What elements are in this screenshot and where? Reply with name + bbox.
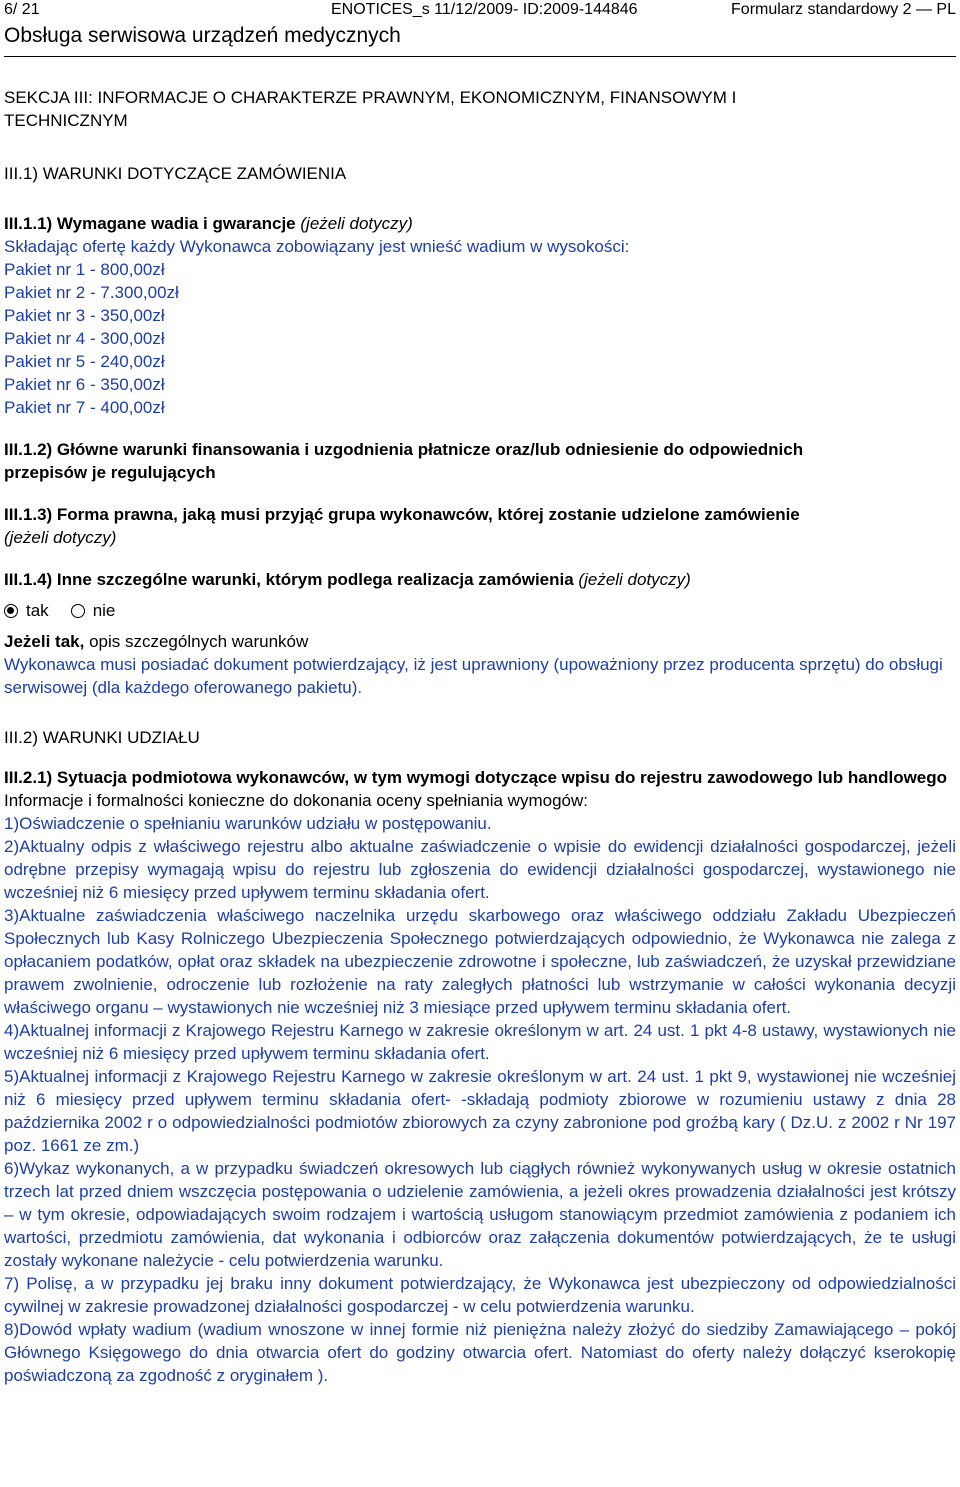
list-item: 1)Oświadczenie o spełnianiu warunków udziału w postępowaniu.	[4, 814, 492, 833]
heading-3-1-3: III.1.3) Forma prawna, jaką musi przyjąć grupa wykonawców, której zostanie udzielone zamówienie	[4, 505, 800, 524]
radio-selected-icon[interactable]	[4, 604, 18, 618]
list-item: Pakiet nr 6 - 350,00zł	[4, 375, 165, 394]
section-title: SEKCJA III: INFORMACJE O CHARAKTERZE PRAWNYM, EKONOMICZNYM, FINANSOWYM I TECHNICZNYM	[4, 88, 737, 130]
subsection-3-1-2	[4, 438, 956, 484]
notice-id: ENOTICES_s 11/12/2009- ID:2009-144846	[331, 1, 638, 18]
heading-3-1-1: III.1.1) Wymagane wadia i gwarancje (jeżeli dotyczy)	[4, 214, 413, 233]
heading-3-1-4: III.1.4) Inne szczególne warunki, którym podlega realizacja zamówienia (jeżeli dotyczy)	[4, 570, 691, 589]
subsection-3-1-1	[4, 212, 956, 419]
list-item: Pakiet nr 1 - 800,00zł	[4, 260, 165, 279]
requirements-intro: Informacje i formalności konieczne do dokonania oceny spełniania wymogów:	[4, 791, 588, 810]
page-header-row	[4, 0, 956, 22]
page-number: 6/ 21	[4, 1, 40, 18]
subsection-3-2-title: III.2) WARUNKI UDZIAŁU	[4, 728, 200, 747]
heading-3-2-1: III.2.1) Sytuacja podmiotowa wykonawców, w tym wymogi dotyczące wpisu do rejestru zawodowego lub handlowego	[4, 768, 948, 787]
list-item: Pakiet nr 4 - 300,00zł	[4, 329, 165, 348]
list-item: 6)Wykaz wykonanych, a w przypadku świadczeń okresowych lub ciągłych również wykonywanych usług w okresie ostatnich trzech lat przed dniem wszczęcia postępowania o udzielenie zamówienia, a jeżeli okres prowadzenia działalności jest krótszy – w tym okresie, odpowiadających swoim rodzajem i wartością usługom stanowiącym przedmiot zamówienia z podaniem ich wartości, przedmiotu zamówienia, dat wykonania i odbiorców oraz załączenia dokumentów potwierdzających, że te usługi zostały wykonane należycie - celu potwierdzenia warunku.	[4, 1159, 956, 1270]
radio-unselected-icon[interactable]	[71, 604, 85, 618]
heading-3-1-2-cont: przepisów je regulujących	[4, 463, 216, 482]
list-item: 8)Dowód wpłaty wadium (wadium wnoszone w innej formie niż pieniężna należy złożyć do siedziby Zamawiającego – pokój Głównego Księgowego do dnia otwarcia ofert do godziny otwarcia ofert. Natomiast do oferty należy dołączyć kserokopię poświadczoną za zgodność z oryginałem ).	[4, 1320, 956, 1385]
list-item: 2)Aktualny odpis z właściwego rejestru albo aktualne zaświadczenie o wpisie do ewidencji działalności gospodarczej, jeżeli odrębne przepisy wymagają wpisu do rejestru lub zgłoszenia do ewidencji działalności gospodarczej, wystawionego nie wcześniej niż 6 miesięcy przed upływem terminu składania ofert.	[4, 837, 956, 902]
subsection-3-1-title: III.1) WARUNKI DOTYCZĄCE ZAMÓWIENIA	[4, 164, 347, 183]
form-name: Formularz standardowy 2 — PL	[731, 1, 956, 18]
list-item: Pakiet nr 5 - 240,00zł	[4, 352, 165, 371]
list-item: 5)Aktualnej informacji z Krajowego Rejestru Karnego w zakresie określonym w art. 24 ust. 1 pkt 9, wystawionej nie wcześniej niż 6 miesięcy przed upływem terminu składania ofert- -składają podmioty zbiorowe w rozumieniu ustawy z dnia 28 października 2002 r o odpowiedzialności podmiotów zbiorowych za czyny zabronione pod groźbą kary ( Dz.U. z 2002 r Nr 197 poz. 1661 ze zm.)	[4, 1067, 956, 1155]
heading-3-1-3-note: (jeżeli dotyczy)	[4, 528, 117, 547]
radio-option-no[interactable]	[71, 599, 116, 622]
conditions-label: Jeżeli tak, opis szczególnych warunków	[4, 632, 309, 651]
wadium-intro: Składając ofertę każdy Wykonawca zobowiązany jest wnieść wadium w wysokości:	[4, 237, 630, 256]
yes-no-radio-group	[4, 599, 956, 622]
list-item: 4)Aktualnej informacji z Krajowego Rejestru Karnego w zakresie określonym w art. 24 ust. 1 pkt 4-8 ustawy, wystawionych nie wcześniej niż 6 miesięcy przed upływem terminu składania ofert.	[4, 1021, 956, 1063]
list-item: Pakiet nr 7 - 400,00zł	[4, 398, 165, 417]
radio-option-yes[interactable]	[4, 599, 49, 622]
list-item: 3)Aktualne zaświadczenia właściwego naczelnika urzędu skarbowego oraz właściwego oddziału Zakładu Ubezpieczeń Społecznych lub Kasy Rolniczego Ubezpieczenia Społecznego potwierdzających odpowiednio, że Wykonawca nie zalega z opłacaniem podatków, opłat oraz składek na ubezpieczenie zdrowotne i społeczne, lub zaświadczeń, że uzyskał przewidziane prawem zwolnienie, odroczenie lub rozłożenie na raty zaległych płatności lub wstrzymanie w całości wykonania decyzji właściwego organu – wystawionych nie wcześniej niż 3 miesiące przed upływem terminu składania ofert.	[4, 906, 956, 1017]
header-divider	[4, 56, 956, 57]
heading-3-1-2: III.1.2) Główne warunki finansowania i uzgodnienia płatnicze oraz/lub odniesienie do odpowiednich	[4, 440, 804, 459]
list-item: Pakiet nr 2 - 7.300,00zł	[4, 283, 179, 302]
conditions-text: Wykonawca musi posiadać dokument potwierdzający, iż jest uprawniony (upoważniony przez producenta sprzętu) do obsługi serwisowej (dla każdego oferowanego pakietu).	[4, 655, 943, 697]
radio-label-yes: tak	[26, 601, 49, 620]
subsection-3-1-3	[4, 503, 956, 549]
requirements-list	[4, 812, 956, 1387]
subsection-3-1-4	[4, 568, 956, 699]
list-item: Pakiet nr 3 - 350,00zł	[4, 306, 165, 325]
wadium-list	[4, 258, 956, 419]
list-item: 7) Polisę, a w przypadku jej braku inny dokument potwierdzający, że Wykonawca jest ubezpieczony od odpowiedzialności cywilnej w zakresie prowadzonej działalności gospodarczej - w celu potwierdzenia warunku.	[4, 1274, 956, 1316]
radio-label-no: nie	[92, 601, 116, 620]
document-title: Obsługa serwisowa urządzeń medycznych	[4, 24, 401, 47]
subsection-3-2-1	[4, 766, 956, 1387]
